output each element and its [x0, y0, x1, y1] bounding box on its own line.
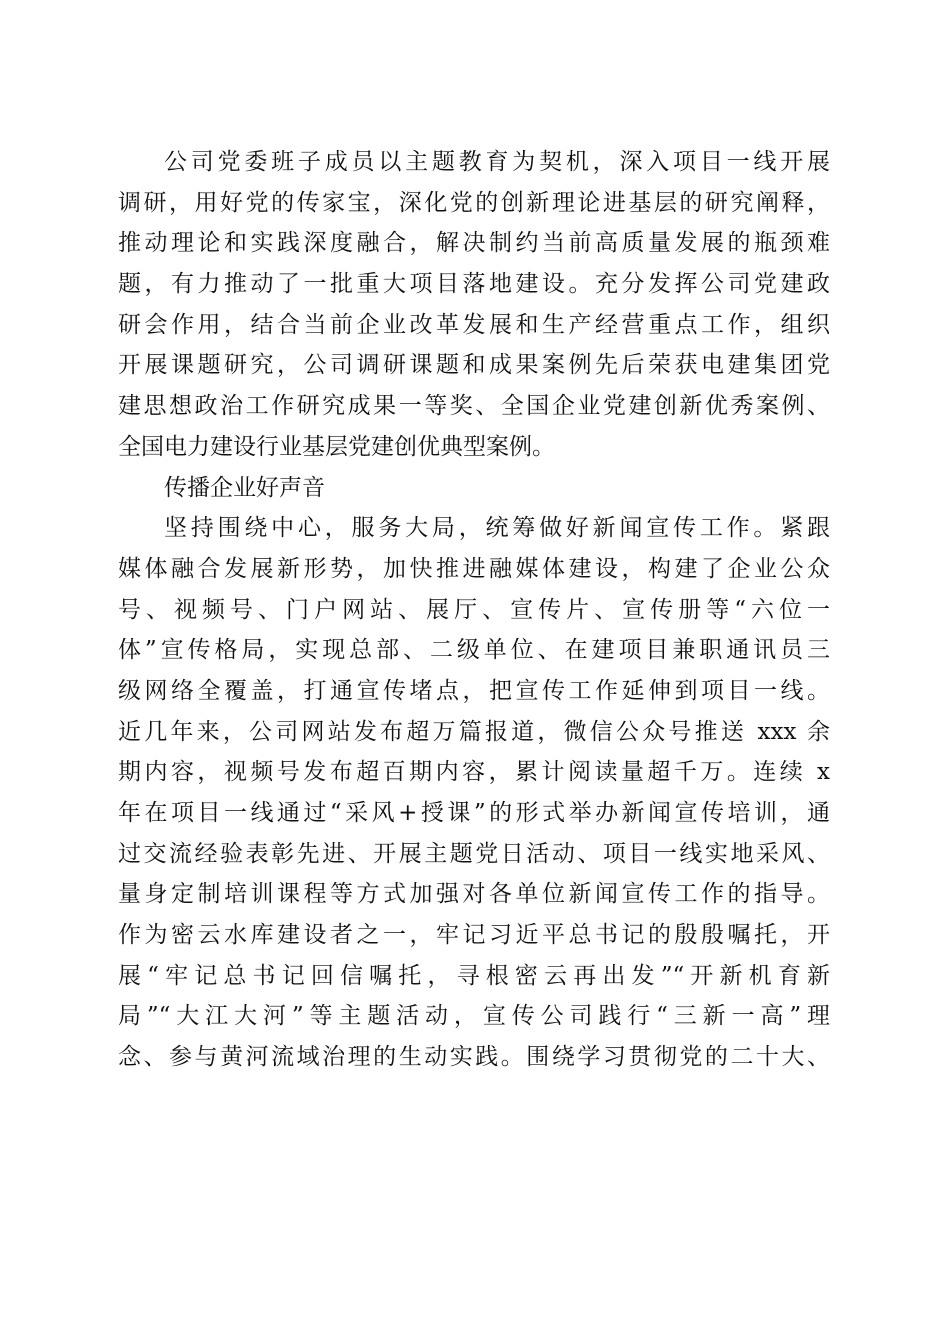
body-text: [118, 142, 830, 1078]
paragraph-2-line-11: 作为密云水库建设者之一，牢记习近平总书记的殷殷嘱托，开: [118, 922, 830, 949]
paragraph-2-line-9: 过交流经验表彰先进、开展主题党日活动、项目一线实地采风、: [118, 840, 830, 867]
paragraph-2-line-7: 期内容，视频号发布超百期内容，累计阅读量超千万。连续 x: [118, 759, 830, 786]
paragraph-1-line-3: 推动理论和实践深度融合，解决制约当前高质量发展的瓶颈难: [118, 230, 830, 257]
paragraph-2-line-3: 号、视频号、门户网站、展厅、宣传片、宣传册等“六位一: [118, 596, 830, 623]
paragraph-1-line-7: 建思想政治工作研究成果一等奖、全国企业党建创新优秀案例、: [118, 393, 830, 420]
paragraph-2-line-5: 级网络全覆盖，打通宣传堵点，把宣传工作延伸到项目一线。: [118, 677, 830, 704]
paragraph-1-line-8: 全国电力建设行业基层党建创优典型案例。: [118, 433, 555, 460]
paragraph-1-line-6: 开展课题研究，公司调研课题和成果案例先后荣获电建集团党: [118, 352, 830, 379]
paragraph-2-line-8: 年在项目一线通过“采风+授课”的形式举办新闻宣传培训，通: [118, 800, 830, 826]
paragraph-2-line-10: 量身定制培训课程等方式加强对各单位新闻宣传工作的指导。: [118, 881, 830, 908]
paragraph-1-line-2: 调研，用好党的传家宝，深化党的创新理论进基层的研究阐释，: [118, 189, 830, 216]
paragraph-2-line-2: 媒体融合发展新形势，加快推进融媒体建设，构建了企业公众: [118, 555, 830, 582]
paragraph-2-line-4: 体”宣传格局，实现总部、二级单位、在建项目兼职通讯员三: [118, 637, 830, 664]
paragraph-2-line-13: 局”“大江大河”等主题活动，宣传公司践行“三新一高”理: [118, 1003, 830, 1030]
paragraph-2-line-6: 近几年来，公司网站发布超万篇报道，微信公众号推送 xxx 余: [118, 718, 830, 745]
paragraph-1-line-5: 研会作用，结合当前企业改革发展和生产经营重点工作，组织: [118, 311, 830, 338]
paragraph-1-line-1: 公司党委班子成员以主题教育为契机，深入项目一线开展: [164, 149, 830, 175]
paragraph-1-line-4: 题，有力推动了一批重大项目落地建设。充分发挥公司党建政: [118, 271, 830, 298]
paragraph-2-line-14: 念、参与黄河流域治理的生动实践。围绕学习贯彻党的二十大、: [118, 1044, 830, 1071]
paragraph-2-line-12: 展“牢记总书记回信嘱托，寻根密云再出发”“开新机育新: [118, 962, 830, 989]
section-heading: 传播企业好声音: [164, 474, 325, 501]
paragraph-2-line-1: 坚持围绕中心，服务大局，统筹做好新闻宣传工作。紧跟: [164, 515, 830, 542]
